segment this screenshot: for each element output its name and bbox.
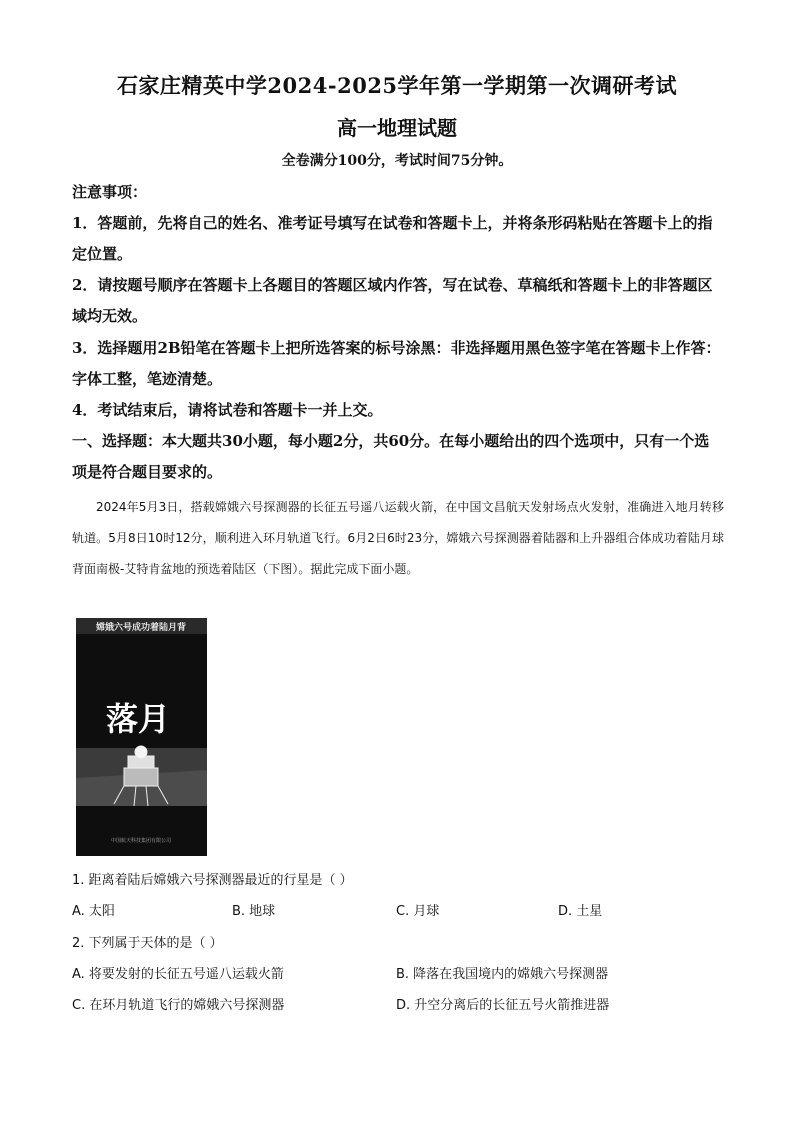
landing-poster-image: [76, 618, 207, 856]
notice-item-1: 1．答题前，先将自己的姓名、准考证号填写在试卷和答题卡上，并将条形码粘贴在答题卡上的指定位置。: [72, 214, 713, 263]
reading-passage: 2024年5月3日，搭载嫦娥六号探测器的长征五号遥八运载火箭，在中国文昌航天发射场点火发射，准确进入地月转移轨道。5月8日10时12分，顺利进入环月轨道飞行。6月2日6时23分，嫦娥六号探测器着陆器和上升器组合体成功着陆月球背面南极-艾特肯盆地的预选着陆区（下图）。据此完成下面小题。: [72, 500, 724, 576]
poster-footer: 中国航天科技集团有限公司: [110, 838, 172, 844]
q2-option-d: D. 升空分离后的长征五号火箭推进器: [396, 998, 610, 1013]
poster-graphic: [76, 618, 207, 856]
notice-item-2: 2．请按题号顺序在答题卡上各题目的答题区域内作答，写在试卷、草稿纸和答题卡上的非答题区域均无效。: [72, 276, 713, 325]
poster-big-text: 落月: [105, 700, 171, 738]
q2-option-c: C. 在环月轨道飞行的嫦娥六号探测器: [72, 998, 285, 1013]
exam-subtitle: 高一地理试题: [337, 116, 457, 140]
q1-option-d: D. 土星: [558, 904, 603, 919]
score-line: 全卷满分100分，考试时间75分钟。: [281, 153, 513, 169]
notice-item-3: 3．选择题用2B铅笔在答题卡上把所选答案的标号涂黑：非选择题用黑色签字笔在答题卡上作答：字体工整，笔迹清楚。: [72, 339, 721, 388]
q2-option-b: B. 降落在我国境内的嫦娥六号探测器: [396, 967, 609, 982]
q2-option-a: A. 将要发射的长征五号遥八运载火箭: [72, 967, 284, 982]
q1-option-c: C. 月球: [396, 904, 440, 919]
notice-item-4: 4．考试结束后，请将试卷和答题卡一并上交。: [72, 401, 383, 419]
question-2-stem: 2. 下列属于天体的是（ ）: [72, 936, 223, 951]
q1-option-b: B. 地球: [232, 904, 276, 919]
section-heading: 一、选择题：本大题共30小题，每小题2分，共60分。在每小题给出的四个选项中，只有一个选项是符合题目要求的。: [72, 432, 710, 481]
question-1-stem: 1. 距离着陆后嫦娥六号探测器最近的行星是（ ）: [72, 873, 353, 888]
q1-option-a: A. 太阳: [72, 904, 115, 919]
poster-banner: 嫦娥六号成功着陆月背: [95, 623, 187, 633]
exam-title: 石家庄精英中学2024-2025学年第一学期第一次调研考试: [116, 73, 678, 98]
notice-heading: 注意事项：: [72, 183, 148, 201]
